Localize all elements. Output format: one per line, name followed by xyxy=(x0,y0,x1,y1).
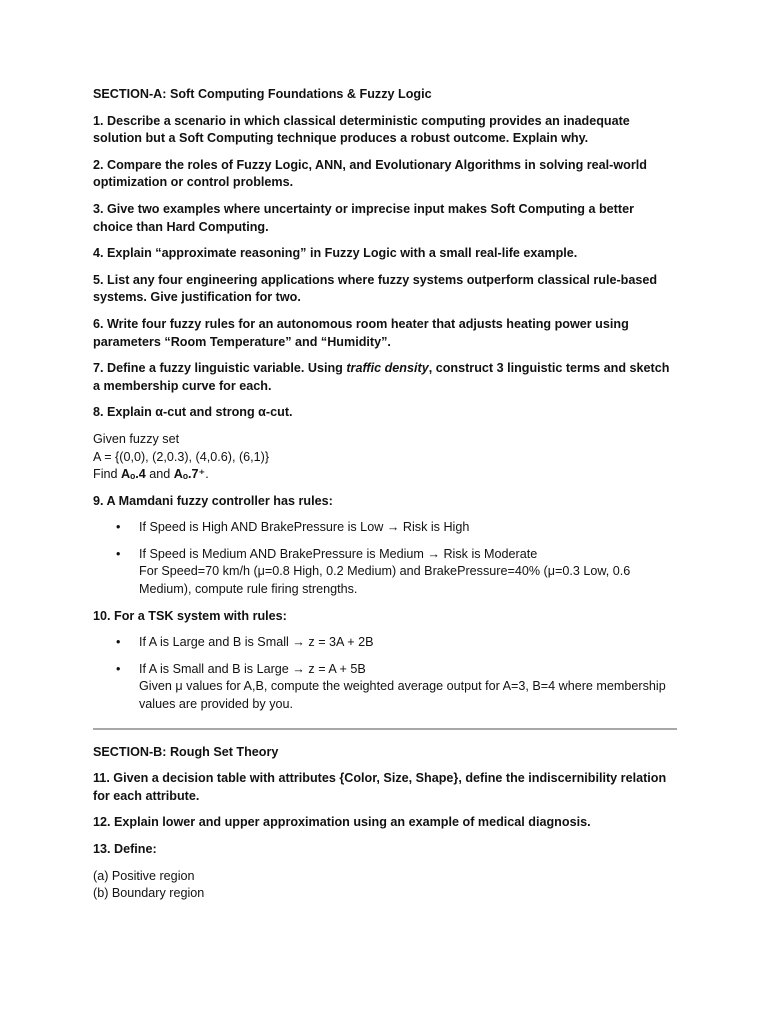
rule-text: If A is Large and B is Small → z = 3A + 2B xyxy=(139,635,374,650)
list-item xyxy=(93,519,677,537)
list-item xyxy=(93,546,677,599)
alpha-cut-2: Aₒ.7⁺ xyxy=(173,467,206,482)
question-5: 5. List any four engineering applications where fuzzy systems outperform classical rule-based systems. Give justification for two. xyxy=(93,272,658,305)
part-a: (a) Positive region xyxy=(93,868,195,883)
question-2: 2. Compare the roles of Fuzzy Logic, ANN, and Evolutionary Algorithms in solving real-world optimization or control problems. xyxy=(93,157,647,190)
question-7-text-start: 7. Define a fuzzy linguistic variable. Using xyxy=(93,361,347,376)
question-6: 6. Write four fuzzy rules for an autonomous room heater that adjusts heating power using parameters “Room Temperature” and “Humidity”. xyxy=(93,316,629,349)
question-10-rules xyxy=(93,634,677,713)
question-7-term: traffic density xyxy=(346,361,429,376)
rule-text: If Speed is High AND BrakePressure is Low → Risk is High xyxy=(139,520,470,535)
part-b: (b) Boundary region xyxy=(93,886,205,901)
question-9: 9. A Mamdani fuzzy controller has rules: xyxy=(93,493,333,508)
question-13: 13. Define: xyxy=(93,842,157,856)
list-item xyxy=(93,634,677,652)
question-10: 10. For a TSK system with rules: xyxy=(93,608,287,623)
question-9-rules xyxy=(93,519,677,598)
bullet-icon: • xyxy=(116,635,121,650)
question-12: 12. Explain lower and upper approximation using an example of medical diagnosis. xyxy=(93,815,591,830)
bullet-icon: • xyxy=(116,661,121,676)
question-8-and: and xyxy=(145,467,174,482)
list-item xyxy=(93,661,677,714)
rule-text: If A is Small and B is Large → z = A + 5B xyxy=(139,661,366,676)
question-8-find xyxy=(93,466,677,484)
question-3: 3. Give two examples where uncertainty or imprecise input makes Soft Computing a better choice than Hard Computing. xyxy=(93,201,634,234)
question-8-given-label: Given fuzzy set xyxy=(93,431,180,446)
question-7 xyxy=(93,360,677,395)
question-8-period: . xyxy=(205,467,209,482)
section-b-heading: SECTION-B: Rough Set Theory xyxy=(93,744,279,759)
question-7-text-end: , construct 3 linguistic terms and sketch a membership curve for each. xyxy=(93,361,670,393)
question-13-parts xyxy=(93,868,677,903)
question-paper xyxy=(93,86,677,912)
question-8: 8. Explain α-cut and strong α-cut. xyxy=(93,405,293,420)
question-4: 4. Explain “approximate reasoning” in Fuzzy Logic with a small real-life example. xyxy=(93,246,578,261)
section-a-heading: SECTION-A: Soft Computing Foundations & Fuzzy Logic xyxy=(93,87,432,101)
rule-continuation: For Speed=70 km/h (μ=0.8 High, 0.2 Medium) and BrakePressure=40% (μ=0.3 Low, 0.6 Medium), compute rule firing strengths. xyxy=(139,564,631,597)
question-8-fuzzy-set: A = {(0,0), (2,0.3), (4,0.6), (6,1)} xyxy=(93,449,270,464)
section-divider xyxy=(93,728,677,730)
question-1: 1. Describe a scenario in which classical deterministic computing provides an inadequate solution but a Soft Computing technique produces a robust outcome. Explain why. xyxy=(93,113,630,146)
bullet-icon: • xyxy=(116,520,121,535)
bullet-icon: • xyxy=(116,546,121,561)
rule-continuation: Given μ values for A,B, compute the weighted average output for A=3, B=4 where membership values are provided by you. xyxy=(139,679,666,712)
question-8-find-label: Find xyxy=(93,467,121,482)
question-8-given-block xyxy=(93,431,677,484)
question-11: 11. Given a decision table with attributes {Color, Size, Shape}, define the indiscernibility relation for each attribute. xyxy=(93,771,667,803)
rule-text: If Speed is Medium AND BrakePressure is Medium → Risk is Moderate xyxy=(139,546,538,561)
alpha-cut-1: Aₒ.4 xyxy=(121,467,146,482)
